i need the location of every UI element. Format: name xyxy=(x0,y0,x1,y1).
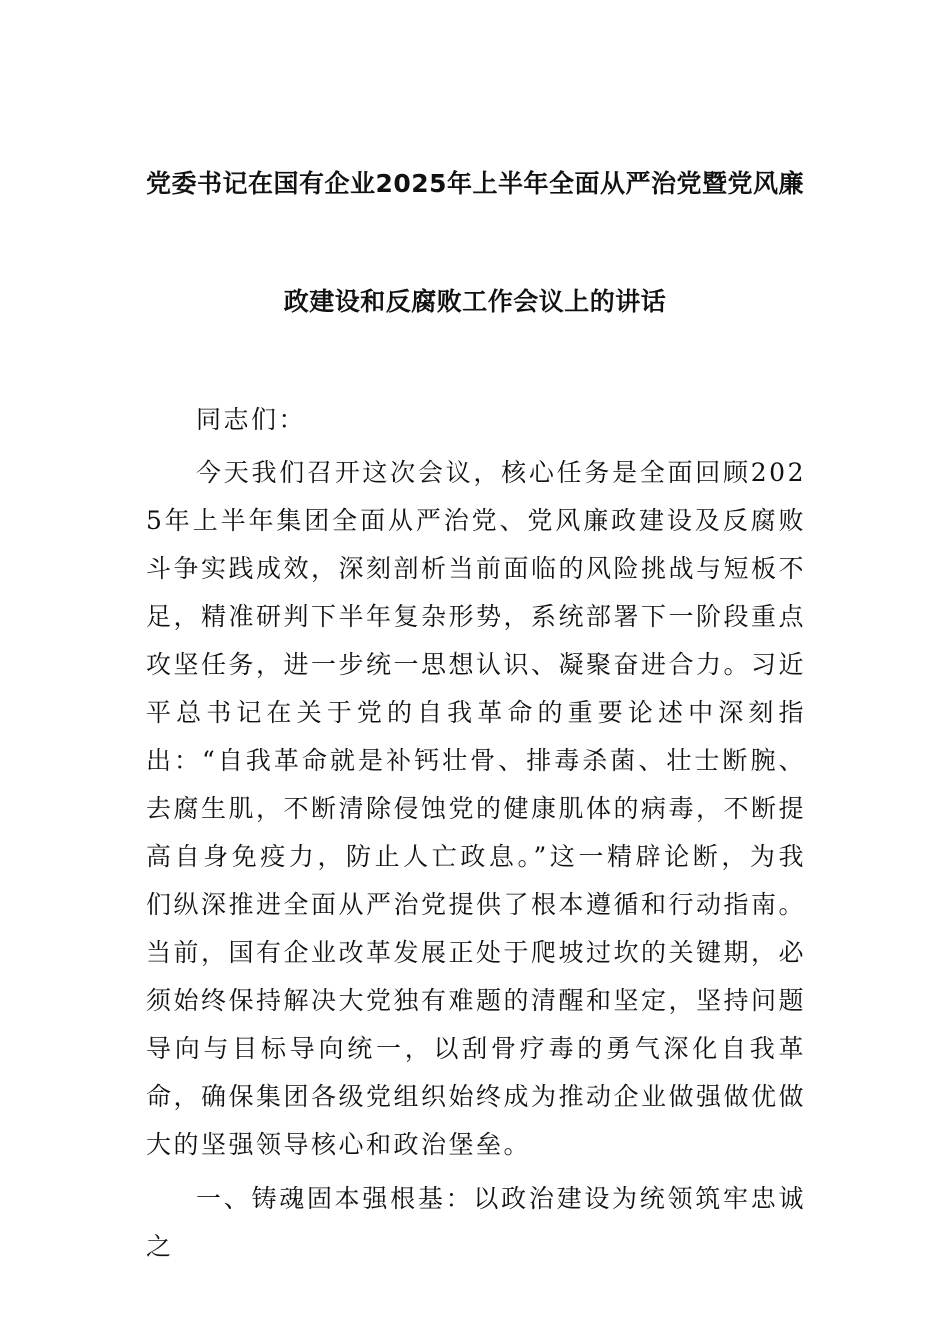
section-heading-1: 一、铸魂固本强根基：以政治建设为统领筑牢忠诚之 xyxy=(146,1184,806,1261)
document-title-line-2: 政建设和反腐败工作会议上的讲话 xyxy=(283,287,667,316)
document-body xyxy=(146,396,806,1271)
salutation: 同志们： xyxy=(196,405,307,434)
document-title-line-1: 党委书记在国有企业2025年上半年全面从严治党暨党风廉 xyxy=(145,169,805,198)
paragraph-1: 今天我们召开这次会议，核心任务是全面回顾2025年上半年集团全面从严治党、党风廉政建设及反腐败斗争实践成效，深刻剖析当前面临的风险挑战与短板不足，精准研判下半年复杂形势，系统部署下一阶段重点攻坚任务，进一步统一思想认识、凝聚奋进合力。习近平总书记在关于党的自我革命的重要论述中深刻指出：“自我革命就是补钙壮骨、排毒杀菌、壮士断腕、去腐生肌，不断清除侵蚀党的健康肌体的病毒，不断提高自身免疫力，防止人亡政息。”这一精辟论断，为我们纵深推进全面从严治党提供了根本遵循和行动指南。当前，国有企业改革发展正处于爬坡过坎的关键期，必须始终保持解决大党独有难题的清醒和坚定，坚持问题导向与目标导向统一，以刮骨疗毒的勇气深化自我革命，确保集团各级党组织始终成为推动企业做强做优做大的坚强领导核心和政治堡垒。 xyxy=(146,458,807,1159)
